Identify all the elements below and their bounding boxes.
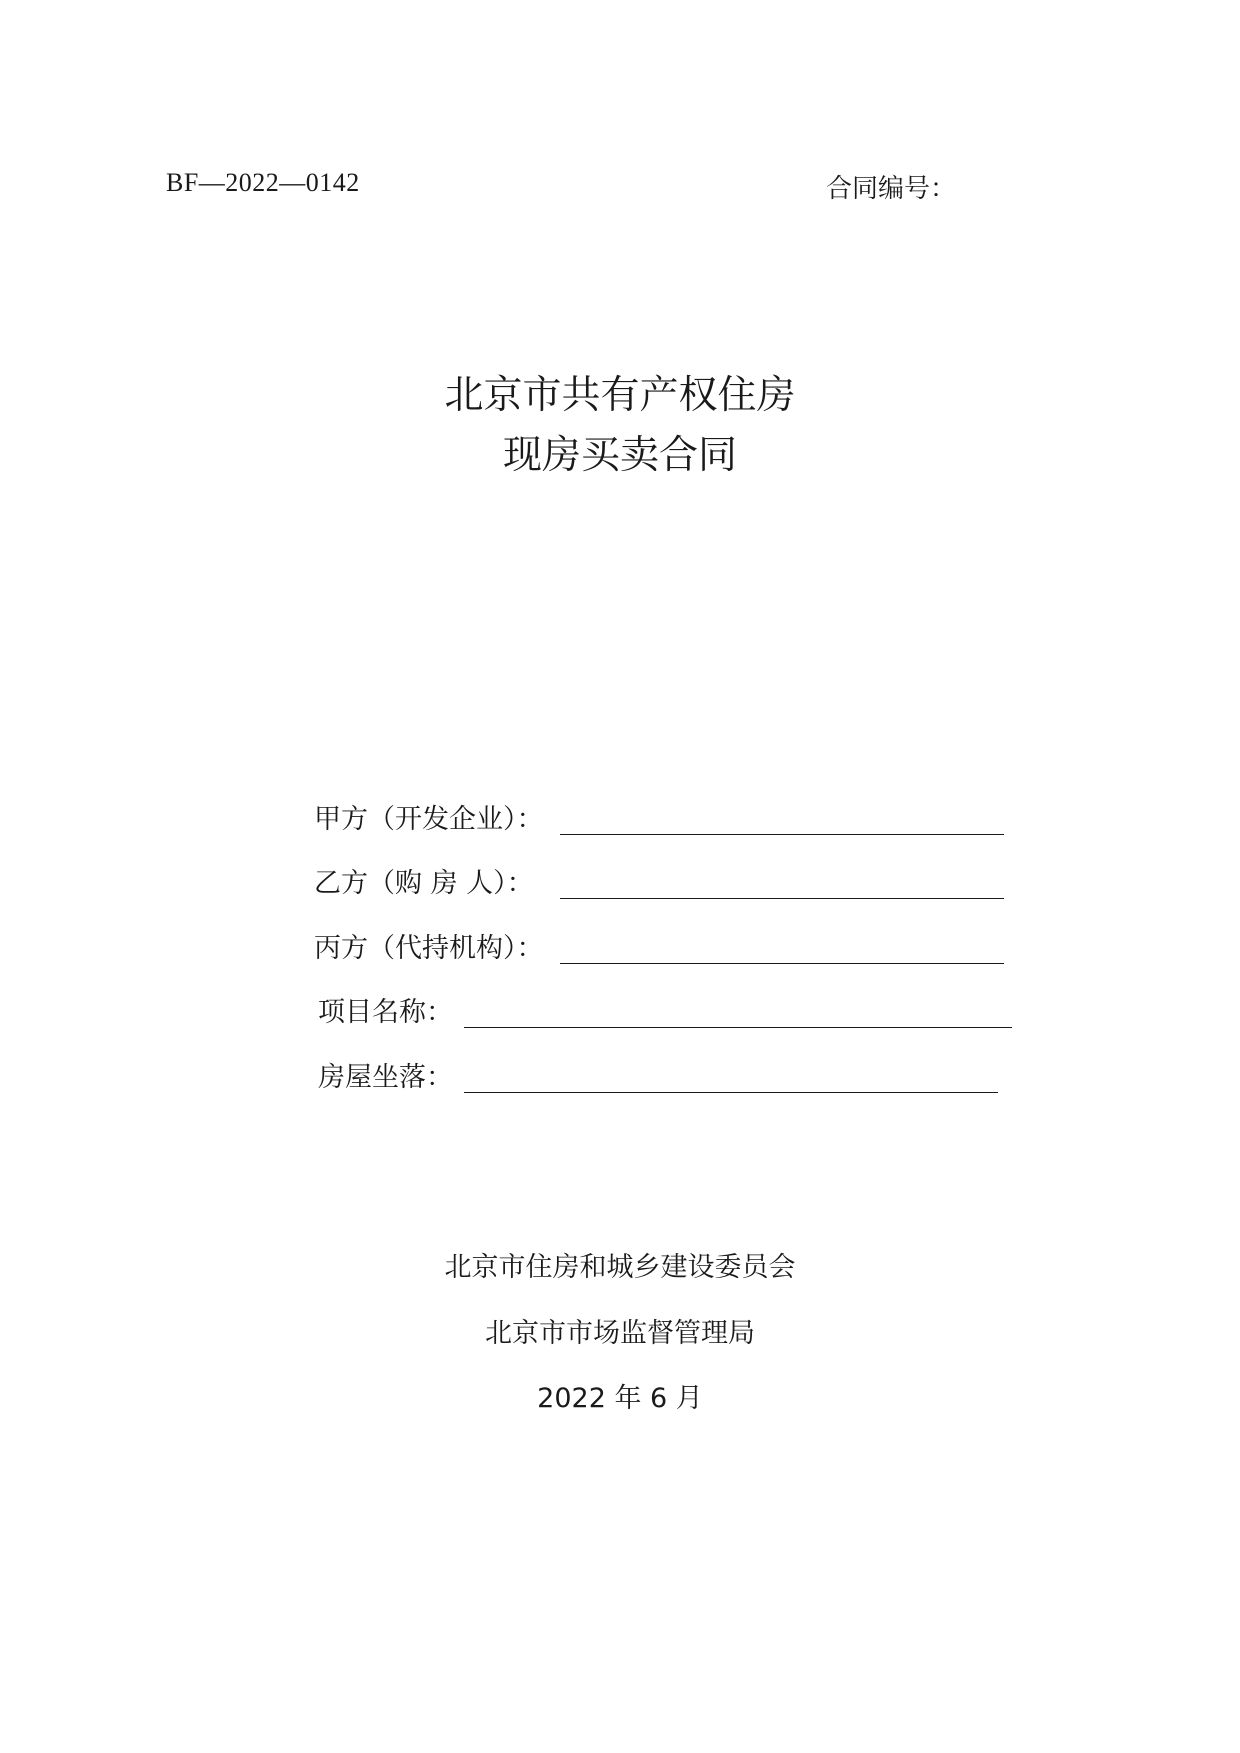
issuer-market-supervision: 北京市市场监督管理局 [485, 1318, 755, 1349]
issuer-housing-commission: 北京市住房和城乡建设委员会 [444, 1252, 796, 1283]
property-location-label: 房屋坐落： [318, 1062, 453, 1093]
document-code: BF—2022—0142 [166, 168, 360, 197]
party-b-label: 乙方（购 房 人）： [314, 868, 534, 899]
party-b-blank-line[interactable] [560, 898, 1004, 899]
issue-date: 2022 年 6 月 [537, 1383, 703, 1414]
contract-title-line-1: 北京市共有产权住房 [444, 373, 796, 418]
contract-number-label: 合同编号： [826, 174, 957, 204]
party-a-blank-line[interactable] [560, 834, 1004, 835]
party-c-blank-line[interactable] [560, 963, 1004, 964]
contract-title-line-2: 现房买卖合同 [502, 433, 737, 478]
property-location-blank-line[interactable] [464, 1092, 998, 1093]
party-c-label: 丙方（代持机构）： [314, 933, 544, 964]
project-name-blank-line[interactable] [464, 1027, 1012, 1028]
project-name-label: 项目名称： [318, 997, 453, 1028]
party-a-label: 甲方（开发企业）： [314, 804, 544, 835]
